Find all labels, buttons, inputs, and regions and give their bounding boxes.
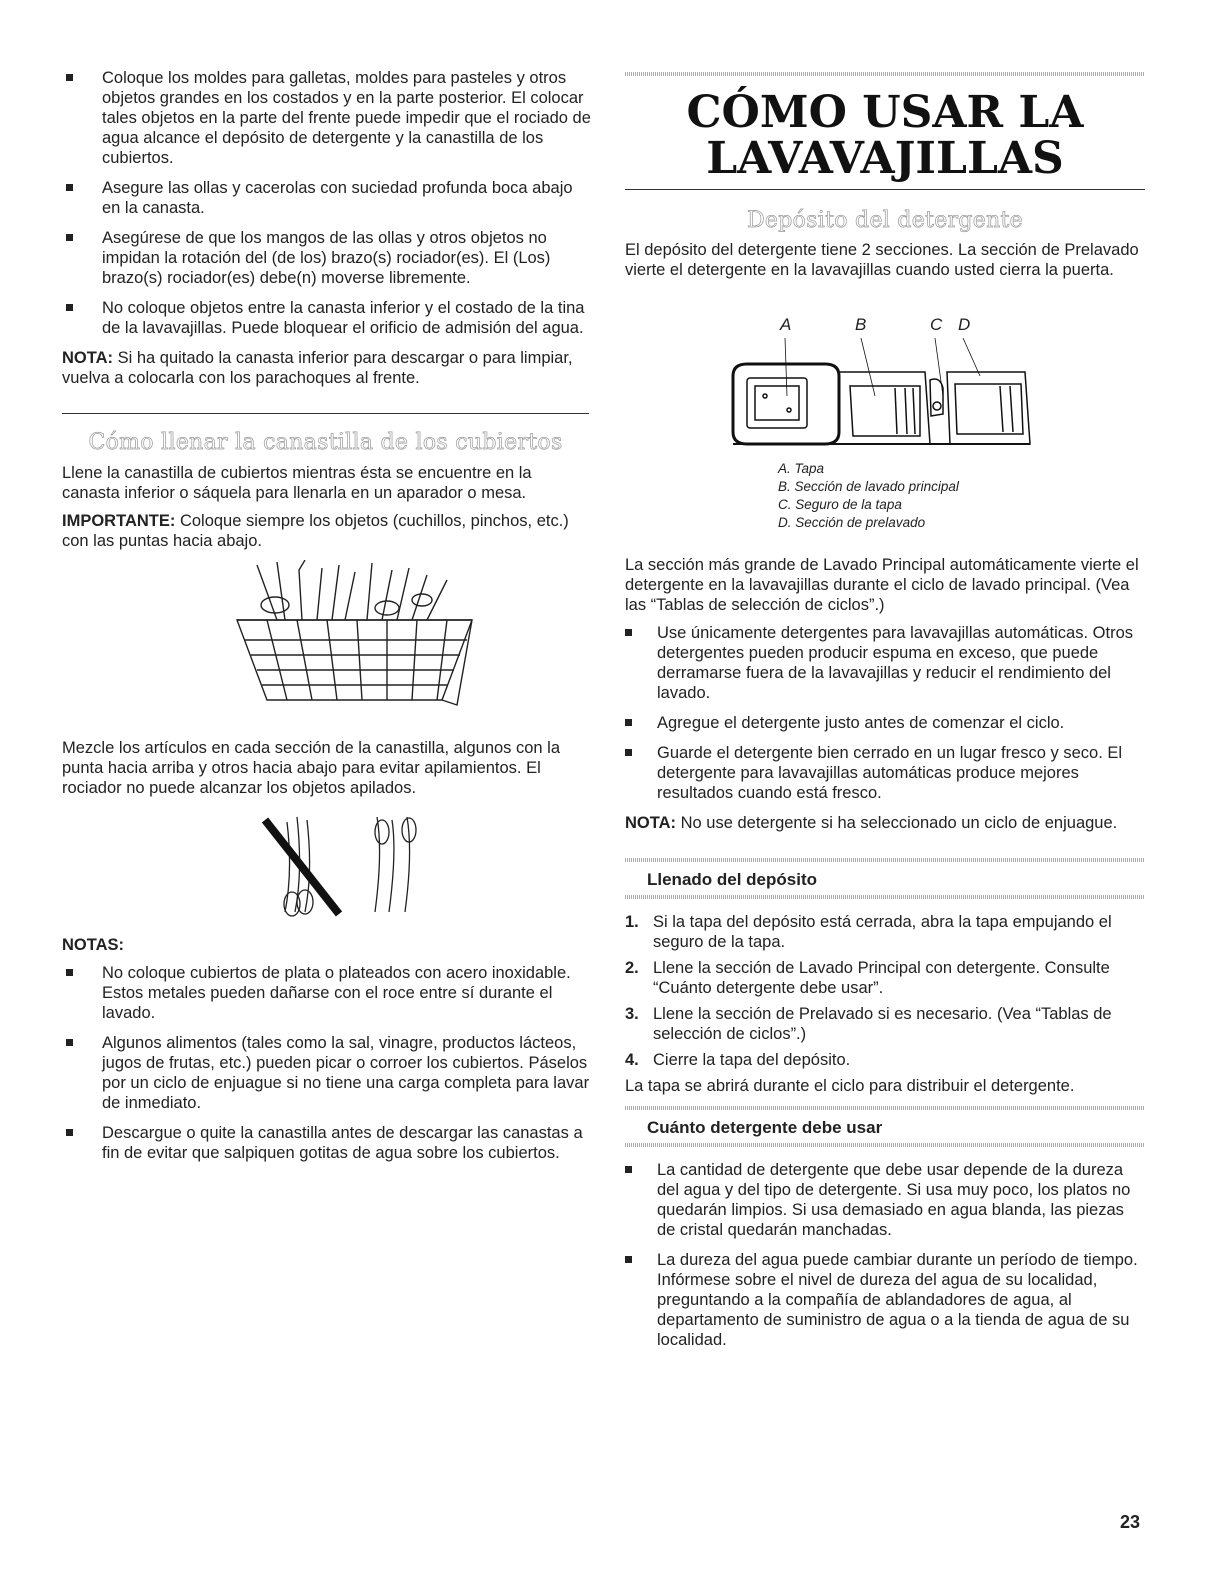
list-item: Coloque los moldes para galletas, moldes para pasteles y otros objetos grandes en los costados y en la parte posterior. El colocar tales objetos en la parte del frente puede impedir que el rociado de agua alcance el depósito de detergente y la canastilla de los cubiertos.: [62, 68, 592, 168]
bullet-icon: [66, 234, 73, 241]
filling-steps: [625, 912, 1145, 1096]
notes-label: NOTAS:: [62, 936, 125, 954]
list-item: Descargue o quite la canastilla antes de descargar las canastas a fin de evitar que salpiquen gotitas de agua sobre los cubiertos.: [62, 1123, 592, 1163]
bullet-icon: [66, 184, 73, 191]
notes-section: [62, 935, 592, 1163]
list-item: 1. Si la tapa del depósito está cerrada, abra la tapa empujando el seguro de la tapa.: [625, 913, 1112, 951]
list-item: 2. Llene la sección de Lavado Principal con detergente. Consulte “Cuánto detergente debe usar”.: [625, 959, 1110, 997]
note-paragraph: NOTA: No use detergente si ha seleccionado un ciclo de enjuague.: [625, 814, 1118, 832]
after-steps-text: La tapa se abrirá durante el ciclo para distribuir el detergente.: [625, 1077, 1075, 1095]
list-item: La dureza del agua puede cambiar durante un período de tiempo. Infórmese sobre el nivel de dureza del agua de su localidad, preguntando a la compañía de ablandadores de agua, al departamento de suministro de agua o a la tienda de agua de su localidad.: [625, 1250, 1145, 1350]
dotted-divider: [625, 72, 1145, 76]
list-item: Asegure las ollas y cacerolas con suciedad profunda boca abajo en la canasta.: [62, 178, 592, 218]
dotted-divider: [625, 858, 1145, 862]
list-item: 4. Cierre la tapa del depósito.: [625, 1051, 851, 1069]
bullet-icon: [625, 719, 632, 726]
list-item: Algunos alimentos (tales como la sal, vinagre, productos lácteos, jugos de frutas, etc.) pueden picar o corroer los cubiertos. Páselos por un ciclo de enjuague si no tiene una carga completa para lavar de inmediato.: [62, 1033, 592, 1113]
title-divider: [625, 189, 1145, 190]
list-item: Guarde el detergente bien cerrado en un lugar fresco y seco. El detergente para lavavajillas automáticas produce mejores resultados cuando está fresco.: [625, 743, 1145, 803]
diagram-label-c: C: [930, 315, 943, 334]
diagram-label-a: A: [780, 315, 792, 334]
bullet-icon: [66, 304, 73, 311]
cutlery-intro: [62, 463, 592, 551]
bullet-icon: [66, 1039, 73, 1046]
section-divider: [62, 413, 589, 414]
bullet-icon: [625, 629, 632, 636]
subheading-filling: Llenado del depósito: [647, 870, 818, 889]
dispenser-intro-text: El depósito del detergente tiene 2 secciones. La sección de Prelavado vierte el detergente en la lavavajillas cuando usted cierra la puerta.: [625, 241, 1139, 279]
section-heading-cutlery: Cómo llenar la canastilla de los cubiertos: [88, 430, 563, 455]
bullet-icon: [625, 1256, 632, 1263]
page-number: 23: [1119, 1512, 1140, 1532]
loading-tips-list: [62, 68, 592, 388]
list-item: Use únicamente detergentes para lavavajillas automáticas. Otros detergentes pueden producir espuma en exceso, que puede derramarse fuera de la lavavajillas y reducir el rendimiento del lavado.: [625, 623, 1145, 703]
diagram-label-b: B: [855, 315, 867, 334]
note-paragraph: NOTA: Si ha quitado la canasta inferior para descargar o para limpiar, vuelva a colocarla con los parachoques al frente.: [62, 349, 573, 387]
main-wash-text: La sección más grande de Lavado Principal automáticamente vierte el detergente en la lavavajillas durante el ciclo de lavado principal. (Vea las “Tablas de selección de ciclos”.): [625, 556, 1139, 614]
list-item: No coloque cubiertos de plata o plateados con acero inoxidable. Estos metales pueden dañarse con el roce entre sí durante el lavado.: [62, 963, 592, 1023]
dotted-divider: [625, 1143, 1145, 1147]
list-item: Agregue el detergente justo antes de comenzar el ciclo.: [625, 713, 1145, 733]
bullet-icon: [625, 1166, 632, 1173]
list-item: La cantidad de detergente que debe usar depende de la dureza del agua y del tipo de detergente. Si usa muy poco, los platos no quedarán limpios. Si usa demasiado en agua blanda, las piezas de cristal quedarán manchadas.: [625, 1160, 1145, 1240]
important-paragraph: IMPORTANTE: Coloque siempre los objetos (cuchillos, pinchos, etc.) con las puntas hacia abajo.: [62, 512, 569, 550]
dotted-divider: [625, 1106, 1145, 1110]
cutlery-placement-illustration: [257, 812, 457, 922]
detergent-dispenser-diagram: [725, 336, 1045, 456]
diagram-captions: A. Tapa B. Sección de lavado principal C. Seguro de la tapa D. Sección de prelavado: [778, 461, 959, 530]
bullet-icon: [66, 969, 73, 976]
list-item: Asegúrese de que los mangos de las ollas y otros objetos no impidan la rotación del (de los) brazo(s) rociador(es). El (Los) brazo(s) rociador(es) debe(n) moverse libremente.: [62, 228, 592, 288]
section-heading-dispenser: Depósito del detergente: [746, 208, 1024, 233]
bullet-icon: [66, 1129, 73, 1136]
fill-intro-text: Llene la canastilla de cubiertos mientras ésta se encuentre en la canasta inferior o sáquela para llenarla en un aparador o mesa.: [62, 464, 532, 502]
dotted-divider: [625, 895, 1145, 899]
bullet-icon: [625, 749, 632, 756]
amount-list: [625, 1160, 1145, 1350]
cutlery-basket-illustration: [227, 560, 487, 710]
list-item: No coloque objetos entre la canasta inferior y el costado de la tina de la lavavajillas. Puede bloquear el orificio de admisión del agua.: [62, 298, 592, 338]
bullet-icon: [66, 74, 73, 81]
diagram-label-d: D: [958, 315, 971, 334]
page-title: CÓMO USAR LA LAVAVAJILLAS: [686, 87, 1084, 184]
mix-instructions-text: Mezcle los artículos en cada sección de la canastilla, algunos con la punta hacia arriba y otros hacia abajo para evitar apilamientos. El rociador no puede alcanzar los objetos apilados.: [62, 739, 561, 797]
list-item: 3. Llene la sección de Prelavado si es necesario. (Vea “Tablas de selección de ciclos”.): [625, 1005, 1112, 1043]
dispenser-details: [625, 555, 1145, 833]
subheading-amount: Cuánto detergente debe usar: [647, 1118, 883, 1137]
